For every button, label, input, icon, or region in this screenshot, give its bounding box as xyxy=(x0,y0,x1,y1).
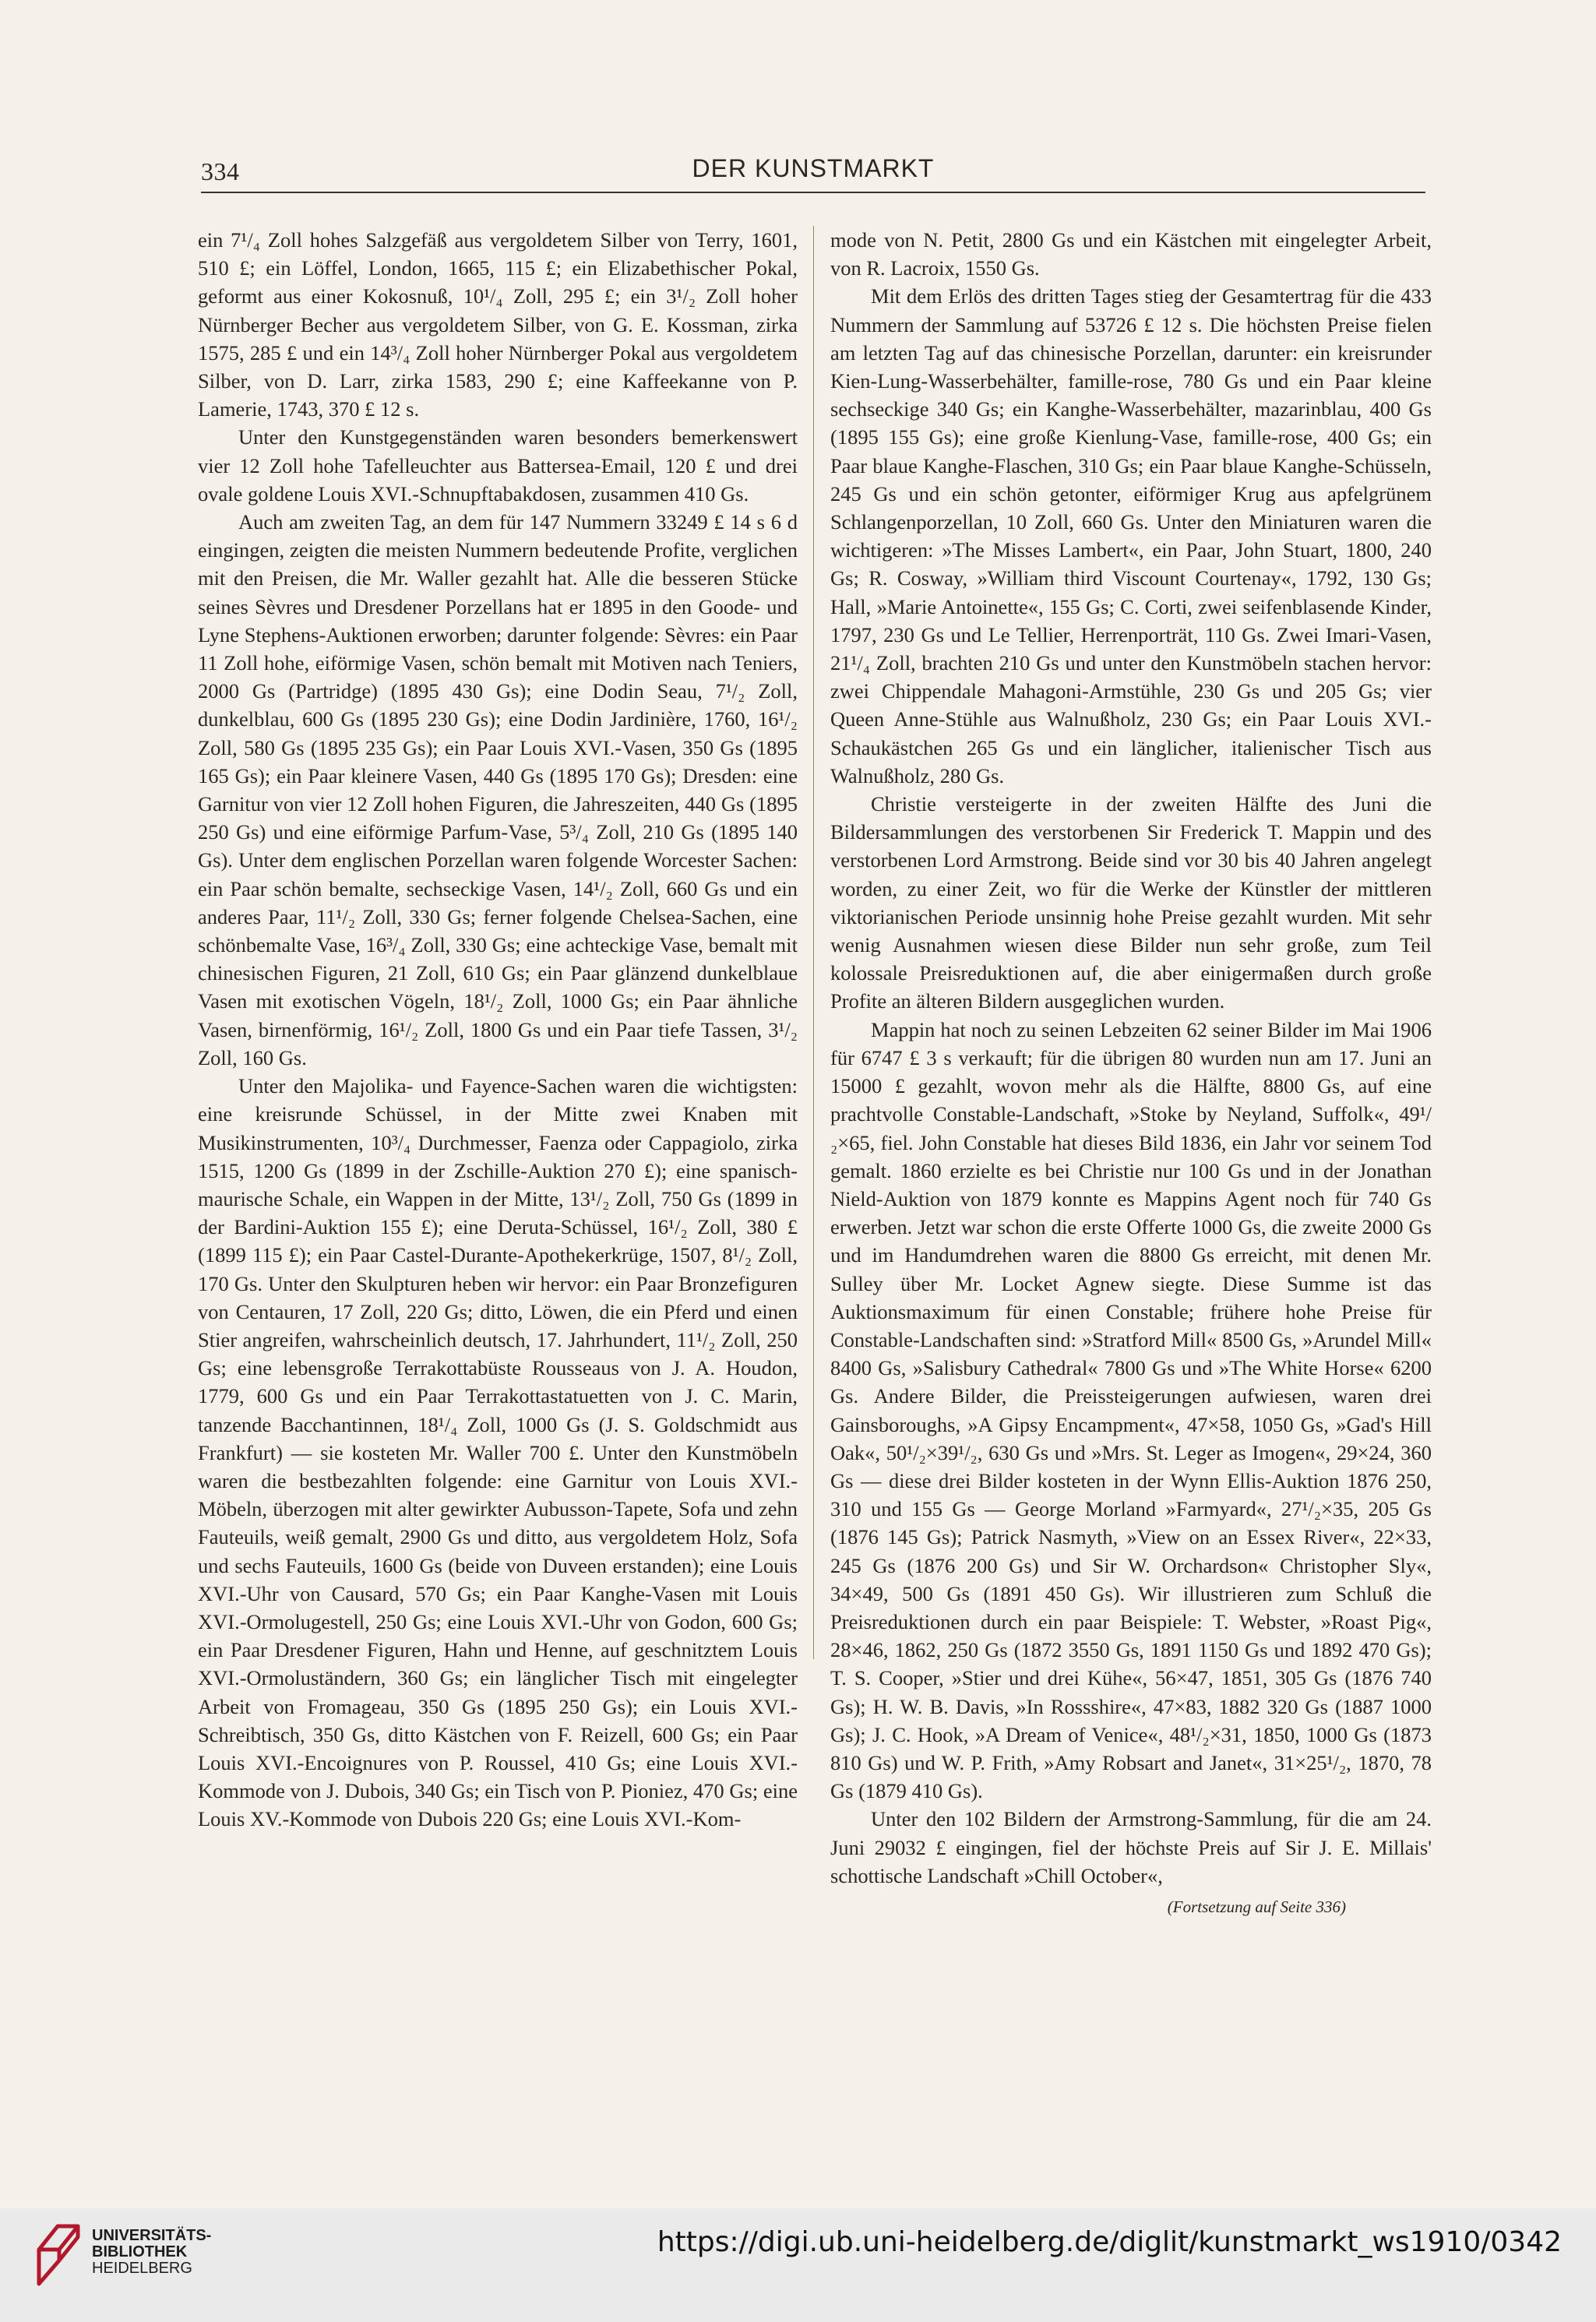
right-column xyxy=(830,226,1432,1921)
right-paragraph-2: Mit dem Erlös des dritten Tages stieg der Gesamtertrag für die 433 Nummern der Sammlung auf 53726 £ 12 s. Die höchsten Preise fielen am letzten Tag auf das chinesische Porzellan, darunter: ein kreisrunder Kien-Lung-Wasserbehälter, famille-rose, 780 Gs und ein Paar kleine sechseckige 340 Gs; ein Kanghe-Wasserbehälter, mazarinblau, 400 Gs (1895 155 Gs); eine große Kienlung-Vase, famille-rose, 400 Gs; ein Paar blaue Kanghe-Flaschen, 310 Gs; ein Paar blaue Kanghe-Schüsseln, 245 Gs und ein schön getonter, eiförmiger Krug aus apfelgrünem Schlangenporzellan, 10 Zoll, 660 Gs. Unter den Miniaturen waren die wichtigeren: »The Misses Lambert«, ein Paar, John Stuart, 1800, 240 Gs; R. Cosway, »William third Viscount Courtenay«, 1792, 130 Gs; Hall, »Marie Antoinette«, 155 Gs; C. Corti, zwei seifenblasende Kinder, 1797, 230 Gs und Le Tellier, Herrenporträt, 110 Gs. Zwei Imari-Vasen, 21¹/₄ Zoll, brachten 210 Gs und unter den Kunstmöbeln stachen hervor: zwei Chippendale Mahagoni-Armstühle, 230 Gs und 205 Gs; vier Queen Anne-Stühle aus Walnußholz, 230 Gs; ein Paar Louis XVI.-Schaukästchen 265 Gs und ein länglicher, italienischer Tisch aus Walnußholz, 280 Gs. xyxy=(830,284,1432,788)
page-header xyxy=(201,150,1425,189)
right-paragraph-1: mode von N. Petit, 2800 Gs und ein Kästchen mit eingelegter Arbeit, von R. Lacroix, 1550 Gs. xyxy=(830,228,1432,280)
header-rule xyxy=(201,192,1425,193)
continuation-note: (Fortsetzung auf Seite 336) xyxy=(1167,1897,1346,1916)
left-paragraph-3: Auch am zweiten Tag, an dem für 147 Nummern 33249 £ 14 s 6 d eingingen, zeigten die meisten Nummern bedeutende Profite, verglichen mit den Preisen, die Mr. Waller gezahlt hat. Alle die besseren Stücke seines Sèvres und Dresdener Porzellans hat er 1895 in den Goode- und Lyne Stephens-Auktionen erworben; darunter folgende: Sèvres: ein Paar 11 Zoll hohe, eiförmige Vasen, schön bemalt mit Motiven nach Teniers, 2000 Gs (Partridge) (1895 430 Gs); eine Dodin Seau, 7¹/₂ Zoll, dunkelblau, 600 Gs (1895 230 Gs); eine Dodin Jardinière, 1760, 16¹/₂ Zoll, 580 Gs (1895 235 Gs); ein Paar Louis XVI.-Vasen, 350 Gs (1895 165 Gs); ein Paar kleinere Vasen, 440 Gs (1895 170 Gs); Dresden: eine Garnitur von vier 12 Zoll hohen Figuren, die Jahreszeiten, 440 Gs (1895 250 Gs) und eine eiförmige Parfum-Vase, 5³/₄ Zoll, 210 Gs (1895 140 Gs). Unter dem englischen Porzellan waren folgende Worcester Sachen: ein Paar schön bemalte, sechseckige Vasen, 14¹/₂ Zoll, 660 Gs und ein anderes Paar, 11¹/₂ Zoll, 330 Gs; ferner folgende Chelsea-Sachen, eine schönbemalte Vase, 16³/₄ Zoll, 330 Gs; eine achteckige Vase, bemalt mit chinesischen Figuren, 21 Zoll, 610 Gs; ein Paar glänzend dunkelblaue Vasen mit exotischen Vögeln, 18¹/₂ Zoll, 1000 Gs; ein Paar ähnliche Vasen, birnenförmig, 16¹/₂ Zoll, 1800 Gs und ein Paar tiefe Tassen, 3¹/₂ Zoll, 160 Gs. xyxy=(198,510,798,1069)
right-paragraph-4: Mappin hat noch zu seinen Lebzeiten 62 seiner Bilder im Mai 1906 für 6747 £ 3 s verkauft; für die übrigen 80 wurden nun am 17. Juni an 15000 £ gezahlt, wovon mehr als die Hälfte, 8800 Gs, auf eine prachtvolle Constable-Landschaft, »Stoke by Neyland, Suffolk«, 49¹/₂×65, fiel. John Constable hat dieses Bild 1836, ein Jahr vor seinem Tod gemalt. 1860 erzielte es bei Christie nur 100 Gs und in der Jonathan Nield-Auktion von 1879 konnte es Mappins Agent noch für 740 Gs erwerben. Jetzt war schon die erste Offerte 1000 Gs, die zweite 2000 Gs und im Handumdrehen waren die 8800 Gs erreicht, mit denen Mr. Sulley über Mr. Locket Agnew siegte. Diese Summe ist das Auktionsmaximum für einen Constable; frühere hohe Preise für Constable-Landschaften sind: »Stratford Mill« 8500 Gs, »Arundel Mill« 8400 Gs, »Salisbury Cathedral« 7800 Gs und »The White Horse« 6200 Gs. Andere Bilder, die Preissteigerungen aufwiesen, waren drei Gainsboroughs, »A Gipsy Encampment«, 47×58, 1050 Gs, »Gad's Hill Oak«, 50¹/₂×39¹/₂, 630 Gs und »Mrs. St. Leger as Imogen«, 29×24, 360 Gs — diese drei Bilder kosteten in der Wynn Ellis-Auktion 1876 250, 310 und 155 Gs — George Morland »Farmyard«, 27¹/₂×35, 205 Gs (1876 145 Gs); Patrick Nasmyth, »View on an Essex River«, 22×33, 245 Gs (1876 200 Gs) und Sir W. Orchardson« Christopher Sly«, 34×49, 500 Gs (1891 450 Gs). Wir illustrieren zum Schluß die Preisreduktionen durch ein paar Beispiele: T. Webster, »Roast Pig«, 28×46, 1862, 250 Gs (1872 3550 Gs, 1891 1150 Gs und 1892 470 Gs); T. S. Cooper, »Stier und drei Kühe«, 56×47, 1851, 305 Gs (1876 740 Gs); H. W. B. Davis, »In Rossshire«, 47×83, 1882 320 Gs (1887 1000 Gs); J. C. Hook, »A Dream of Venice«, 48¹/₂×31, 1850, 1000 Gs (1873 810 Gs) und W. P. Frith, »Amy Robsart and Janet«, 31×25¹/₂, 1870, 78 Gs (1879 410 Gs). xyxy=(830,1017,1432,1803)
library-name-line-2: BIBLIOTHEK xyxy=(92,2243,188,2260)
library-logo-icon xyxy=(34,2218,83,2290)
viewer-footer xyxy=(0,2208,1596,2322)
running-title: DER KUNSTMARKT xyxy=(692,154,935,182)
library-name-line-1: UNIVERSITÄTS- xyxy=(92,2227,212,2244)
library-name-line-3: HEIDELBERG xyxy=(92,2260,192,2277)
library-name[interactable] xyxy=(92,2228,211,2277)
permalink-url[interactable]: https://digi.ub.uni-heidelberg.de/diglit/kunstmarkt_ws1910/0342 xyxy=(657,2226,1562,2258)
left-paragraph-4: Unter den Majolika- und Fayence-Sachen waren die wichtigsten: eine kreisrunde Schüssel, in der Mitte zwei Knaben mit Musikinstrumenten, 10³/₄ Durchmesser, Faenza oder Cappagiolo, zirka 1515, 1200 Gs (1899 in der Zschille-Auktion 270 £); eine spanisch-maurische Schale, ein Wappen in der Mitte, 13¹/₂ Zoll, 750 Gs (1899 in der Bardini-Auktion 155 £); eine Deruta-Schüssel, 16¹/₂ Zoll, 380 £ (1899 115 £); ein Paar Castel-Durante-Apothekerkrüge, 1507, 8¹/₂ Zoll, 170 Gs. Unter den Skulpturen heben wir hervor: ein Paar Bronzefiguren von Centauren, 17 Zoll, 220 Gs; ditto, Löwen, die ein Pferd und einen Stier angreifen, wahrscheinlich deutsch, 17. Jahrhundert, 11¹/₂ Zoll, 250 Gs; eine lebensgroße Terrakottabüste Rousseaus von J. A. Houdon, 1779, 600 Gs und ein Paar Terrakottastatuetten von J. C. Marin, tanzende Bacchantinnen, 18¹/₄ Zoll, 1000 Gs (J. S. Goldschmidt aus Frankfurt) — sie kosteten Mr. Waller 700 £. Unter den Kunstmöbeln waren die bestbezahlten folgende: eine Garnitur von Louis XVI.-Möbeln, überzogen mit alter gewirkter Aubusson-Tapete, Sofa und zehn Fauteuils, weiß gemalt, 2900 Gs und ditto, aus vergoldetem Holz, Sofa und sechs Fauteuils, 1600 Gs (beide von Duveen erstanden); eine Louis XVI.-Uhr von Causard, 570 Gs; ein Paar Kanghe-Vasen mit Louis XVI.-Ormolugestell, 250 Gs; eine Louis XVI.-Uhr von Godon, 600 Gs; ein Paar Dresdener Figuren, Hahn und Henne, auf geschnitztem Louis XVI.-Ormoluständern, 360 Gs; ein länglicher Tisch mit eingelegter Arbeit von Fromageau, 350 Gs (1895 250 Gs); ein Louis XVI.-Schreibtisch, 350 Gs, ditto Kästchen von F. Reizell, 600 Gs; ein Paar Louis XVI.-Encoignures von P. Roussel, 410 Gs; eine Louis XVI.-Kommode von J. Dubois, 340 Gs; ein Tisch von P. Pioniez, 470 Gs; eine Louis XV.-Kommode von Dubois 220 Gs; eine Louis XVI.-Kom- xyxy=(198,1074,798,1831)
left-column xyxy=(198,226,798,1834)
right-paragraph-5: Unter den 102 Bildern der Armstrong-Sammlung, für die am 24. Juni 29032 £ eingingen, fiel der höchste Preis auf Sir J. E. Millais' schottische Landschaft »Chill October«, xyxy=(830,1807,1432,1887)
page-number: 334 xyxy=(201,157,240,185)
right-paragraph-3: Christie versteigerte in der zweiten Hälfte des Juni die Bildersammlungen des verstorbenen Sir Frederick T. Mappin und des verstorbenen Lord Armstrong. Beide sind vor 30 bis 40 Jahren angelegt worden, zu einer Zeit, wo für die Werke der Künstler der mittleren viktorianischen Periode unsinnig hohe Preise gezahlt wurden. Mit sehr wenig Ausnahmen wiesen diese Bilder nun sehr große, zum Teil kolossale Preisreduktionen auf, die aber einigermaßen durch große Profite an älteren Bildern ausgeglichen wurden. xyxy=(830,792,1432,1013)
column-divider xyxy=(813,226,814,1659)
left-paragraph-1: ein 7¹/₄ Zoll hohes Salzgefäß aus vergoldetem Silber von Terry, 1601, 510 £; ein Löffel, London, 1665, 115 £; ein Elizabethischer Pokal, geformt aus einer Kokosnuß, 10¹/₄ Zoll, 295 £; ein 3¹/₂ Zoll hoher Nürnberger Becher aus vergoldetem Silber, von G. E. Kossman, zirka 1575, 285 £ und ein 14³/₄ Zoll hoher Nürnberger Pokal aus vergoldetem Silber, von D. Larr, zirka 1583, 290 £; eine Kaffeekanne von P. Lamerie, 1743, 370 £ 12 s. xyxy=(198,228,798,421)
left-paragraph-2: Unter den Kunstgegenständen waren besonders bemerkenswert vier 12 Zoll hohe Tafelleuchter aus Battersea-Email, 120 £ und drei ovale goldene Louis XVI.-Schnupftabakdosen, zusammen 410 Gs. xyxy=(198,425,798,506)
